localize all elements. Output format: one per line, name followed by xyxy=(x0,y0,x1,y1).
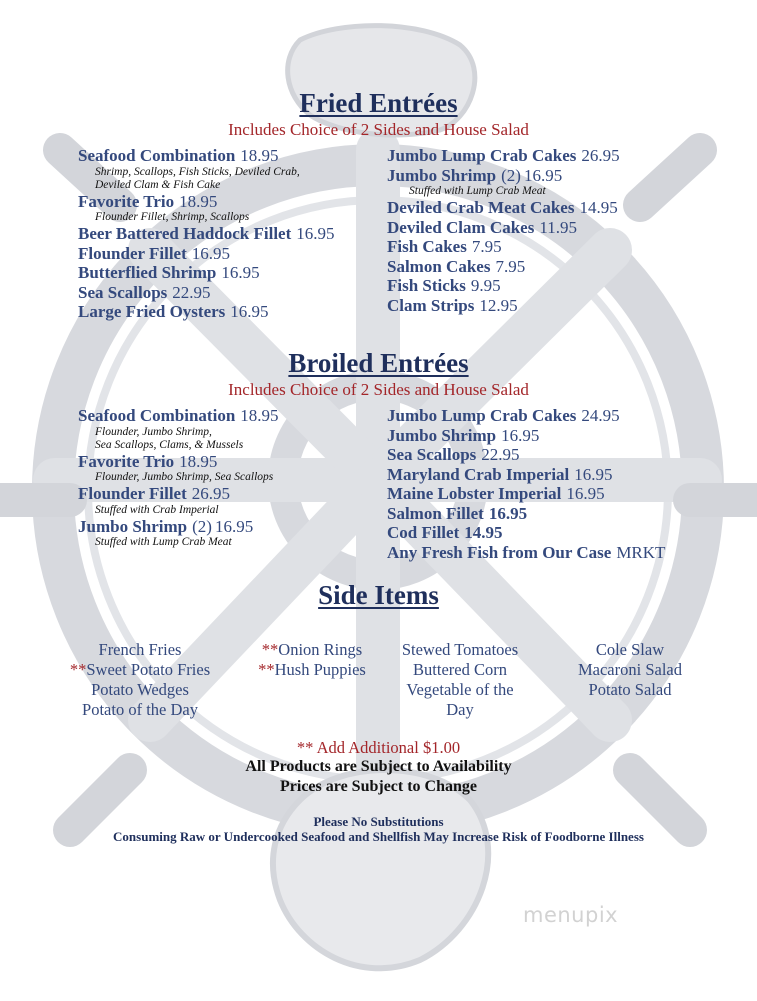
item-description: Stuffed with Lump Crab Meat xyxy=(409,185,546,197)
item-name: Sea Scallops xyxy=(387,445,477,464)
item-description: Deviled Clam & Fish Cake xyxy=(95,178,221,191)
fried-left-column xyxy=(78,146,335,322)
item-description: Sea Scallops, Clams, & Mussels xyxy=(95,438,244,451)
item-price: 18.95 xyxy=(179,451,218,471)
side-item xyxy=(545,660,715,680)
menu-item xyxy=(387,504,665,524)
item-description: Flounder, Jumbo Shrimp, xyxy=(95,425,212,438)
item-name: Flounder Fillet xyxy=(78,243,187,263)
side-item-label: Macaroni Salad xyxy=(577,660,682,679)
item-price: 16.95 xyxy=(574,464,613,484)
side-item-label: Potato Salad xyxy=(588,680,672,699)
menu-item xyxy=(78,283,335,303)
item-price: 16.95 xyxy=(230,302,269,321)
item-price: MRKT xyxy=(616,542,666,562)
item-name: Salmon Fillet xyxy=(387,503,484,523)
menu-item xyxy=(387,445,665,465)
side-item-label: Potato of the Day xyxy=(82,700,198,719)
item-name: Deviled Clam Cakes xyxy=(387,217,535,237)
item-name: Deviled Crab Meat Cakes xyxy=(387,198,575,217)
side-item-label: Buttered Corn xyxy=(413,660,507,679)
side-item xyxy=(50,700,230,720)
availability-note: All Products are Subject to Availability xyxy=(245,758,512,775)
item-price: 18.95 xyxy=(179,191,218,211)
side-item xyxy=(50,680,230,700)
item-name: Maryland Crab Imperial xyxy=(387,464,570,484)
item-name: Jumbo Shrimp xyxy=(387,425,497,445)
menu-item xyxy=(387,426,665,446)
item-name: Favorite Trio xyxy=(78,451,175,471)
side-items-heading: Side Items xyxy=(318,580,439,610)
item-name: Sea Scallops xyxy=(78,282,168,302)
item-name: Salmon Cakes xyxy=(387,256,491,276)
item-price: 18.95 xyxy=(240,146,279,165)
side-item xyxy=(385,640,535,660)
menu-item xyxy=(387,146,620,166)
side-item-label: Hush Puppies xyxy=(274,660,366,679)
side-item-label: Vegetable of the xyxy=(406,680,514,699)
item-name: Jumbo Shrimp xyxy=(387,165,497,185)
menu-item xyxy=(387,237,620,257)
side-item xyxy=(232,660,392,680)
menu-item xyxy=(387,465,665,485)
price-change-note: Prices are Subject to Change xyxy=(280,778,477,795)
sides-column-1 xyxy=(50,640,230,720)
side-item-label: Day xyxy=(446,700,474,719)
item-name: Clam Strips xyxy=(387,295,475,315)
side-item-label: French Fries xyxy=(98,640,182,659)
side-item-label: Stewed Tomatoes xyxy=(401,640,519,659)
sides-column-4 xyxy=(545,640,715,700)
item-name: Flounder Fillet xyxy=(78,484,187,503)
side-item-label: Onion Rings xyxy=(278,640,363,659)
item-name: Beer Battered Haddock Fillet xyxy=(78,224,292,243)
extra-charge-marker: ** xyxy=(258,660,275,679)
menu-item xyxy=(78,406,279,426)
item-name: Favorite Trio xyxy=(78,191,175,211)
extra-charge-marker: ** xyxy=(69,660,87,679)
item-price: 7.95 xyxy=(471,237,502,256)
item-quantity: (2) xyxy=(501,165,521,185)
side-item xyxy=(385,700,535,720)
item-price: 16.95 xyxy=(566,484,605,503)
item-name: Seafood Combination xyxy=(78,406,236,425)
menu-item xyxy=(387,523,665,543)
fried-right-column xyxy=(387,146,620,315)
item-price: 16.95 xyxy=(221,263,260,282)
item-price: 16.95 xyxy=(523,165,563,185)
item-description: Stuffed with Crab Imperial xyxy=(95,503,219,516)
side-item-label: Cole Slaw xyxy=(595,640,665,659)
item-price: 9.95 xyxy=(470,276,501,295)
side-item xyxy=(385,660,535,680)
menu-item xyxy=(78,452,279,472)
item-name: Any Fresh Fish from Our Case xyxy=(387,542,612,562)
menu-item xyxy=(387,218,620,238)
sides-column-3 xyxy=(385,640,535,720)
broiled-entrees-heading: Broiled Entrées xyxy=(288,348,469,378)
item-name: Jumbo Lump Crab Cakes xyxy=(387,146,577,165)
item-price: 16.95 xyxy=(296,224,335,243)
substitutions-note: Please No Substitutions xyxy=(313,814,444,829)
menu-item xyxy=(78,517,279,537)
side-item xyxy=(50,660,230,680)
menupix-watermark: menupix xyxy=(523,903,619,927)
broiled-entrees-subtitle: Includes Choice of 2 Sides and House Salad xyxy=(228,380,529,399)
item-price: 11.95 xyxy=(539,217,577,237)
side-item xyxy=(232,640,392,660)
menu-item xyxy=(387,296,620,316)
side-item xyxy=(385,680,535,700)
menu-item xyxy=(78,146,335,166)
menu-item xyxy=(78,244,335,264)
item-price: 24.95 xyxy=(581,406,620,425)
menu-item xyxy=(78,484,279,504)
item-price: 12.95 xyxy=(479,295,518,315)
fried-entrees-subtitle: Includes Choice of 2 Sides and House Salad xyxy=(228,120,529,139)
item-name: Seafood Combination xyxy=(78,146,236,165)
item-price: 26.95 xyxy=(581,146,620,165)
item-name: Large Fried Oysters xyxy=(78,302,226,321)
item-quantity: (2) xyxy=(192,516,212,536)
item-description: Stuffed with Lump Crab Meat xyxy=(95,536,232,548)
menu-item xyxy=(387,198,620,218)
broiled-right-column xyxy=(387,406,665,562)
item-name: Fish Cakes xyxy=(387,237,467,256)
menu-item xyxy=(78,302,335,322)
fried-entrees-heading: Fried Entrées xyxy=(299,88,458,118)
item-price: 22.95 xyxy=(172,282,211,302)
item-price: 14.95 xyxy=(464,523,503,542)
additional-charge-note: ** Add Additional $1.00 xyxy=(296,738,461,757)
item-price: 16.95 xyxy=(501,425,540,445)
menu-item xyxy=(387,276,620,296)
item-name: Fish Sticks xyxy=(387,276,466,295)
side-item-label: Potato Wedges xyxy=(91,680,189,699)
menu-item xyxy=(387,543,665,563)
menu-item xyxy=(387,484,665,504)
menu-item xyxy=(78,192,335,212)
item-name: Maine Lobster Imperial xyxy=(387,484,562,503)
broiled-left-column xyxy=(78,406,279,549)
item-price: 18.95 xyxy=(240,406,279,425)
food-safety-warning: Consuming Raw or Undercooked Seafood and Shellfish May Increase Risk of Foodborne Illness xyxy=(113,829,644,844)
menu-item xyxy=(387,166,620,186)
item-price: 26.95 xyxy=(191,484,231,503)
item-name: Jumbo Shrimp xyxy=(78,516,188,536)
menu-item xyxy=(387,406,665,426)
item-price: 16.95 xyxy=(191,243,231,263)
item-price: 14.95 xyxy=(579,198,618,217)
sides-column-2 xyxy=(232,640,392,680)
side-item xyxy=(50,640,230,660)
item-name: Cod Fillet xyxy=(387,523,460,542)
menu-item xyxy=(78,224,335,244)
item-description: Flounder, Jumbo Shrimp, Sea Scallops xyxy=(95,471,274,483)
item-name: Butterflied Shrimp xyxy=(78,263,217,282)
item-price: 7.95 xyxy=(495,256,526,276)
item-price: 16.95 xyxy=(488,503,528,523)
item-description: Flounder Fillet, Shrimp, Scallops xyxy=(95,211,250,223)
item-price: 22.95 xyxy=(481,445,520,464)
item-price: 16.95 xyxy=(214,516,254,536)
item-name: Jumbo Lump Crab Cakes xyxy=(387,406,577,425)
menu-item xyxy=(387,257,620,277)
item-description: Shrimp, Scallops, Fish Sticks, Deviled Crab, xyxy=(95,165,300,178)
menu-item xyxy=(78,263,335,283)
side-item xyxy=(545,680,715,700)
side-item xyxy=(545,640,715,660)
extra-charge-marker: ** xyxy=(261,640,279,659)
side-item-label: Sweet Potato Fries xyxy=(86,660,211,679)
